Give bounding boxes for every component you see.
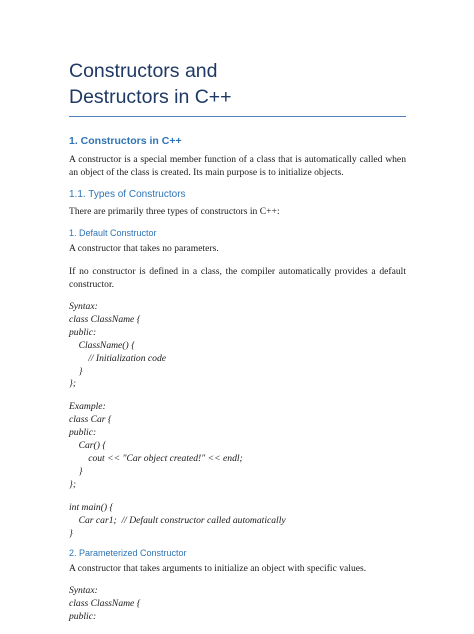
heading-default-constructor: 1. Default Constructor bbox=[69, 228, 157, 238]
section-heading-constructors: 1. Constructors in C++ bbox=[69, 135, 182, 147]
code-line: Syntax: bbox=[69, 301, 98, 312]
title-underline bbox=[69, 116, 406, 117]
default-syntax-code-block bbox=[69, 301, 406, 391]
parameterized-constructor-description: A constructor that takes arguments to initialize an object with specific values. bbox=[69, 563, 367, 575]
code-line: class ClassName { bbox=[69, 598, 141, 610]
code-line: } bbox=[69, 465, 83, 477]
code-line: ClassName() { bbox=[69, 339, 135, 351]
code-line: int main() { bbox=[69, 501, 114, 513]
parameterized-syntax-code-block bbox=[69, 585, 406, 624]
code-line: Car() { bbox=[69, 440, 107, 452]
code-line: }; bbox=[69, 478, 77, 490]
code-line: public: bbox=[69, 611, 97, 623]
default-example-code-block bbox=[69, 401, 406, 491]
code-line: public: bbox=[69, 326, 97, 338]
document-title bbox=[69, 58, 406, 110]
document-page bbox=[69, 58, 406, 634]
title-line-1: Constructors and bbox=[69, 60, 218, 82]
code-line: class Car { bbox=[69, 414, 112, 426]
code-line: public: bbox=[69, 427, 97, 439]
code-line: Syntax: bbox=[69, 585, 98, 597]
subsection-heading-types: 1.1. Types of Constructors bbox=[69, 189, 186, 200]
code-line: class ClassName { bbox=[69, 313, 141, 325]
code-line: }; bbox=[69, 378, 77, 390]
types-intro-paragraph: There are primarily three types of constructors in C++: bbox=[69, 206, 280, 217]
code-line: Car car1; // Default constructor called automatically bbox=[69, 514, 286, 526]
code-line: } bbox=[69, 365, 83, 377]
code-line: } bbox=[69, 527, 73, 539]
code-line: Example: bbox=[69, 401, 106, 413]
default-main-code-block bbox=[69, 502, 406, 541]
code-line: // Initialization code bbox=[69, 352, 166, 364]
heading-parameterized-constructor: 2. Parameterized Constructor bbox=[69, 548, 187, 559]
title-line-2: Destructors in C++ bbox=[69, 86, 232, 108]
section-intro-paragraph: A constructor is a special member function of a class that is automatically called when an object of the class is created. Its main purpose is to initialize objects. bbox=[69, 154, 406, 178]
default-constructor-description: A constructor that takes no parameters. bbox=[69, 243, 219, 254]
default-constructor-note: If no constructor is defined in a class, the compiler automatically provides a default constructor. bbox=[69, 266, 406, 290]
code-line: cout << "Car object created!" << endl; bbox=[69, 452, 243, 464]
